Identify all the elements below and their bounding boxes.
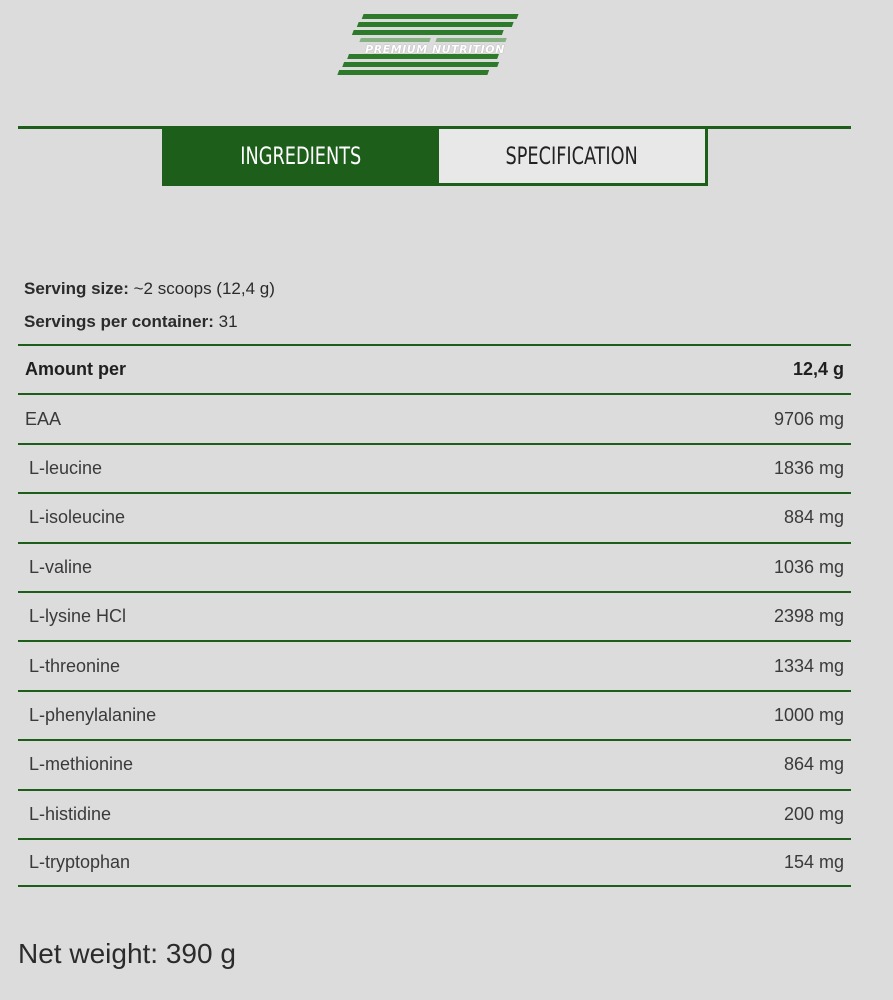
table-row (18, 542, 851, 591)
ingredient-amount: 1000 mg (773, 704, 844, 725)
serving-size-value: ~2 scoops (12,4 g) (128, 279, 275, 298)
ingredient-name: L-threonine (29, 655, 121, 676)
ingredient-amount: 1334 mg (773, 655, 844, 676)
ingredient-amount: 154 mg (783, 852, 844, 873)
ingredient-amount: 9706 mg (773, 408, 844, 429)
table-row (18, 492, 851, 541)
tab-specification-label: SPECIFICATION (505, 142, 639, 170)
logo-text: PREMIUM NUTRITION (365, 43, 505, 56)
tab-bar (162, 126, 708, 186)
ingredient-amount: 1036 mg (773, 556, 844, 577)
brand-logo (335, 10, 535, 76)
table-row (18, 789, 851, 838)
serving-size-label: Serving size: (24, 279, 129, 298)
servings-per-container-value: 31 (213, 312, 238, 331)
net-weight: Net weight: 390 g (18, 938, 236, 969)
ingredient-name: L-tryptophan (29, 852, 131, 873)
ingredient-name: L-histidine (29, 803, 112, 824)
table-row (18, 393, 851, 442)
ingredient-name: L-lysine HCl (29, 606, 127, 627)
table-row (18, 443, 851, 492)
ingredient-name: L-methionine (29, 754, 134, 775)
tab-ingredients[interactable] (162, 126, 439, 186)
ingredient-name: L-isoleucine (29, 507, 126, 528)
header-value: 12,4 g (792, 359, 844, 380)
ingredient-name: L-phenylalanine (29, 704, 157, 725)
ingredient-amount: 864 mg (783, 754, 844, 775)
ingredient-amount: 2398 mg (773, 606, 844, 627)
servings-per-container (24, 312, 238, 332)
tab-ingredients-label: INGREDIENTS (239, 142, 362, 170)
tab-specification[interactable] (439, 126, 708, 186)
servings-per-container-label: Servings per container: (24, 312, 214, 331)
ingredients-table (18, 344, 851, 887)
header-name: Amount per (25, 359, 126, 380)
table-row (18, 739, 851, 788)
table-row (18, 640, 851, 689)
table-row (18, 838, 851, 887)
ingredient-name: L-valine (29, 556, 93, 577)
ingredient-name: EAA (25, 408, 62, 429)
ingredient-amount: 200 mg (783, 803, 844, 824)
ingredient-amount: 1836 mg (773, 457, 844, 478)
serving-size (24, 279, 275, 299)
table-row (18, 591, 851, 640)
table-header-row (18, 344, 851, 393)
ingredient-amount: 884 mg (783, 507, 844, 528)
ingredient-name: L-leucine (29, 457, 103, 478)
table-row (18, 690, 851, 739)
